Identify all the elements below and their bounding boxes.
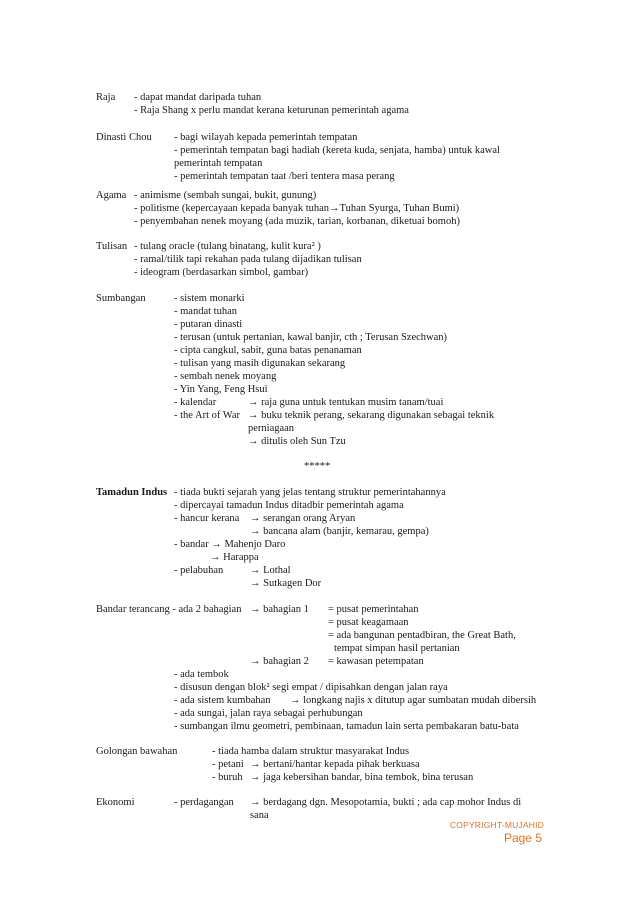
indus-bandar: - bandar → Mahenjo Daro bbox=[174, 539, 286, 550]
indus-hancur-1: → serangan orang Aryan bbox=[250, 513, 356, 524]
tulisan-line-3: - ideogram (berdasarkan simbol, gambar) bbox=[134, 267, 309, 278]
dinasti-chou-line-1: - bagi wilayah kepada pemerintah tempatan bbox=[174, 132, 358, 143]
bandar-kumbahan: - ada sistem kumbahan bbox=[174, 695, 271, 706]
sumbangan-art-of-war-note-3: → ditulis oleh Sun Tzu bbox=[248, 436, 346, 447]
agama-line-1: - animisme (sembah sungai, bukit, gunung) bbox=[134, 190, 317, 201]
dinasti-chou-label: Dinasti Chou bbox=[96, 132, 152, 143]
page-number: Page 5 bbox=[503, 831, 542, 845]
golongan-buruh: - buruh bbox=[212, 772, 243, 783]
ekonomi-label: Ekonomi bbox=[96, 797, 135, 808]
indus-line-1: - tiada bukti sejarah yang jelas tentang struktur pemerintahannya bbox=[174, 487, 446, 498]
sumbangan-art-of-war-note-2: perniagaan bbox=[248, 423, 295, 434]
golongan-label: Golongan bawahan bbox=[96, 746, 178, 757]
sumbangan-art-of-war-note-1: → buku teknik perang, sekarang digunakan sebagai teknik bbox=[248, 410, 495, 421]
sumbangan-label: Sumbangan bbox=[96, 293, 146, 304]
bahagian-1-item: tempat simpan hasil pertanian bbox=[334, 643, 460, 654]
agama-label: Agama bbox=[96, 190, 127, 201]
bandar-kumbahan-note: → longkang najis x ditutup agar sumbatan mudah dibersih bbox=[290, 695, 537, 706]
tulisan-line-1: - tulang oracle (tulang binatang, kulit kura² ) bbox=[134, 241, 321, 252]
list-item: - putaran dinasti bbox=[174, 319, 243, 330]
list-item: - tulisan yang masih digunakan sekarang bbox=[174, 358, 346, 369]
bandar-blok: - disusun dengan blok² segi empat / dipisahkan dengan jalan raya bbox=[174, 682, 448, 693]
indus-label: Tamadun Indus bbox=[96, 487, 168, 498]
bahagian-1-item: = ada bangunan pentadbiran, the Great Bath, bbox=[328, 630, 516, 641]
agama-line-3: - penyembahan nenek moyang (ada muzik, tarian, korbanan, diketuai bomoh) bbox=[134, 216, 460, 227]
tulisan-line-2: - ramal/tilik tapi rekahan pada tulang dijadikan tulisan bbox=[134, 254, 362, 265]
golongan-buruh-note: → jaga kebersihan bandar, bina tembok, bina terusan bbox=[250, 772, 474, 783]
bandar-sungai: - ada sungai, jalan raya sebagai perhubungan bbox=[174, 708, 363, 719]
dinasti-chou-line-2: - pemerintah tempatan bagi hadiah (kereta kuda, senjata, hamba) untuk kawal bbox=[174, 145, 500, 156]
list-item: - sembah nenek moyang bbox=[174, 371, 277, 382]
sumbangan-kalendar-note: → raja guna untuk tentukan musim tanam/tuai bbox=[248, 397, 444, 408]
ekonomi-note-2: sana bbox=[250, 810, 269, 821]
tulisan-label: Tulisan bbox=[96, 241, 128, 252]
sumbangan-kalendar: - kalendar bbox=[174, 397, 217, 408]
raja-line-1: - dapat mandat daripada tuhan bbox=[134, 92, 262, 103]
indus-hancur: - hancur kerana bbox=[174, 513, 240, 524]
indus-pelabuhan-2: → Sutkagen Dor bbox=[250, 578, 322, 589]
agama-line-2: - politisme (kepercayaan kepada banyak tuhan→Tuhan Syurga, Tuhan Bumi) bbox=[134, 203, 460, 214]
golongan-line-1: - tiada hamba dalam struktur masyarakat Indus bbox=[212, 746, 410, 757]
bandar-terancang-label: Bandar terancang - ada 2 bahagian bbox=[96, 604, 242, 615]
raja-line-2: - Raja Shang x perlu mandat kerana keturunan pemerintah agama bbox=[134, 105, 409, 116]
bandar-ilmu: - sumbangan ilmu geometri, pembinaan, tamadun lain serta pembakaran batu-bata bbox=[174, 721, 519, 732]
ekonomi-note-1: → berdagang dgn. Mesopotamia, bukti ; ada cap mohor Indus di bbox=[250, 797, 522, 808]
dinasti-chou-line-4: - pemerintah tempatan taat /beri tentera masa perang bbox=[174, 171, 395, 182]
bahagian-1-item: = pusat keagamaan bbox=[328, 617, 409, 628]
section-separator: ***** bbox=[304, 461, 331, 472]
indus-line-2: - dipercayai tamadun Indus ditadbir pemerintah agama bbox=[174, 500, 404, 511]
indus-pelabuhan: - pelabuhan bbox=[174, 565, 224, 576]
golongan-petani-note: → bertani/hantar kepada pihak berkuasa bbox=[250, 759, 420, 770]
list-item: - Yin Yang, Feng Hsui bbox=[174, 384, 268, 395]
indus-pelabuhan-1: → Lothal bbox=[250, 565, 291, 576]
bahagian-1-item: = pusat pemerintahan bbox=[328, 604, 419, 615]
bahagian-2: → bahagian 2 bbox=[250, 656, 309, 667]
ekonomi-perdagangan: - perdagangan bbox=[174, 797, 234, 808]
dinasti-chou-line-3: pemerintah tempatan bbox=[174, 158, 263, 169]
golongan-petani: - petani bbox=[212, 759, 244, 770]
sumbangan-art-of-war: - the Art of War bbox=[174, 410, 241, 421]
list-item: - terusan (untuk pertanian, kawal banjir, cth ; Terusan Szechwan) bbox=[174, 332, 448, 343]
indus-bandar-2: → Harappa bbox=[210, 552, 259, 563]
list-item: - mandat tuhan bbox=[174, 306, 237, 317]
raja-label: Raja bbox=[96, 92, 116, 103]
bandar-tembok: - ada tembok bbox=[174, 669, 229, 680]
bahagian-1: → bahagian 1 bbox=[250, 604, 309, 615]
list-item: - sistem monarki bbox=[174, 293, 245, 304]
indus-hancur-2: → bancana alam (banjir, kemarau, gempa) bbox=[250, 526, 429, 537]
bahagian-2-item: = kawasan petempatan bbox=[328, 656, 424, 667]
copyright-text: COPYRIGHT-MUJAHID bbox=[449, 820, 544, 830]
list-item: - cipta cangkul, sabit, guna batas penanaman bbox=[174, 345, 362, 356]
